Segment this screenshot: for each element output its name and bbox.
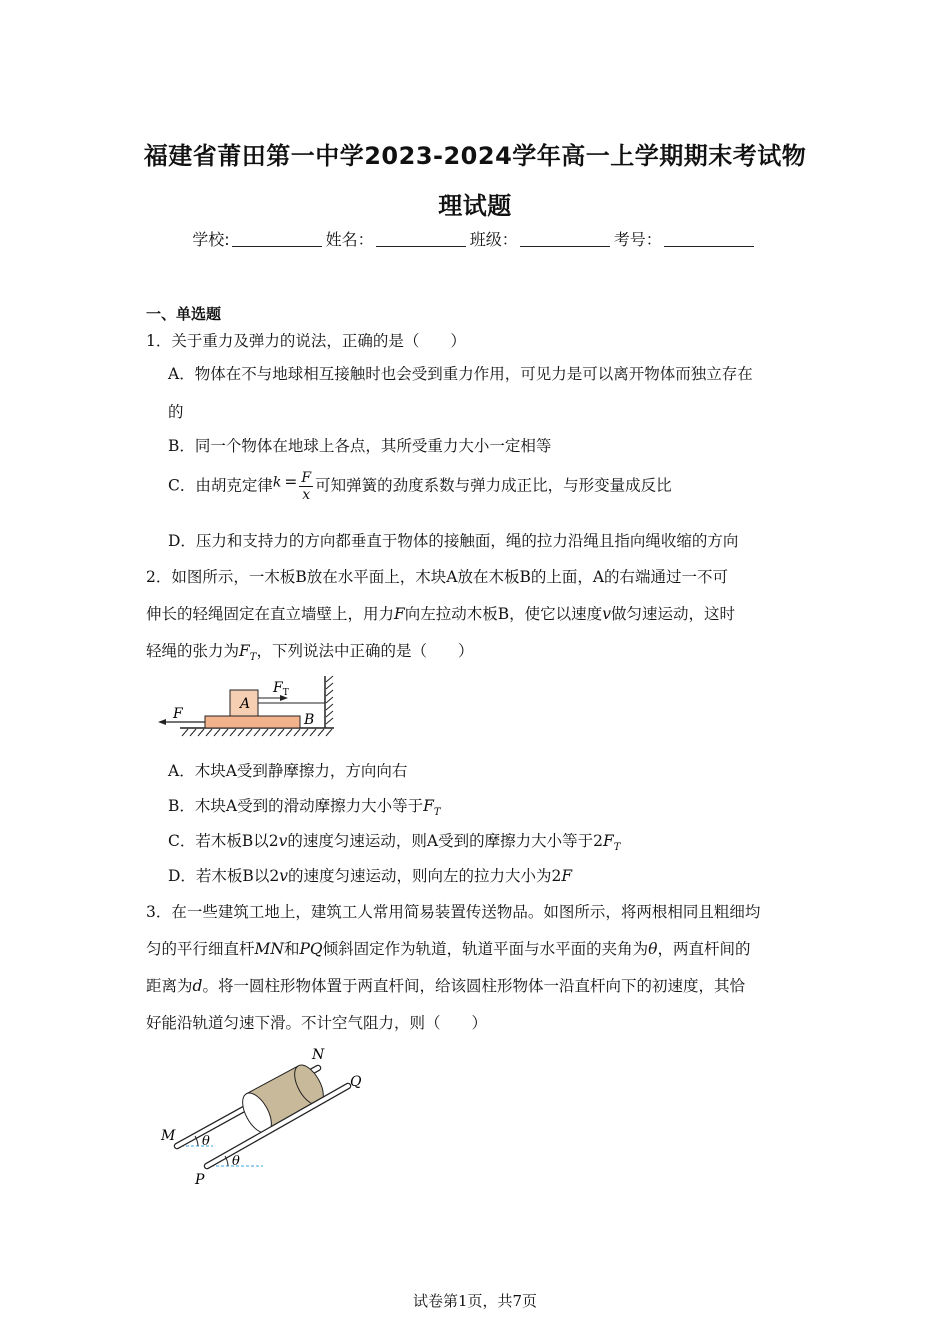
title-line-1: 福建省莆田第一中学2023-2024学年高一上学期期末考试物 bbox=[143, 142, 807, 170]
q1-option-a-cont: 的 bbox=[168, 403, 184, 421]
class-label: 班级： bbox=[469, 230, 518, 249]
q2-option-a: A．木块A受到静摩擦力，方向向右 bbox=[168, 762, 408, 780]
section-heading: 一、单选题 bbox=[146, 305, 222, 323]
q3-stem-1: 3．在一些建筑工地上，建筑工人常用简易装置传送物品。如图所示，将两根相同且粗细均 bbox=[146, 903, 761, 921]
school-blank[interactable] bbox=[232, 232, 322, 247]
q1-option-c: C．由胡克定律k = $\frac{F}{x}$ 可知弹簧的劲度系数与弹力成正比，与形变量成反比 bbox=[168, 470, 672, 503]
q3-figure bbox=[158, 1042, 378, 1188]
q2-option-b: B．木块A受到的滑动摩擦力大小等于$F_T$ bbox=[168, 797, 441, 819]
q3-stem-4: 好能沿轨道匀速下滑。不计空气阻力，则（ ） bbox=[146, 1014, 488, 1032]
number-blank[interactable] bbox=[664, 232, 754, 247]
number-label: 考号： bbox=[613, 230, 662, 249]
title-line-2: 理试题 bbox=[438, 192, 512, 220]
theta-1: θ bbox=[202, 1134, 210, 1149]
label-q: Q bbox=[350, 1074, 362, 1090]
label-p: P bbox=[195, 1172, 205, 1188]
label-b: B bbox=[304, 712, 315, 728]
q2-stem-2: 伸长的轻绳固定在直立墙壁上，用力F向左拉动木板B，使它以速度v做匀速运动，这时 bbox=[146, 605, 735, 623]
q1-option-a: A．物体在不与地球相互接触时也会受到重力作用，可见力是可以离开物体而独立存在 bbox=[168, 365, 753, 383]
class-blank[interactable] bbox=[520, 232, 610, 247]
student-info bbox=[0, 227, 950, 250]
q2-stem-1: 2．如图所示，一木板B放在水平面上，木块A放在木板B的上面，A的右端通过一不可 bbox=[146, 568, 729, 586]
name-label: 姓名： bbox=[325, 230, 374, 249]
theta-2: θ bbox=[232, 1154, 240, 1169]
q3-stem-2: 匀的平行细直杆MN和PQ倾斜固定作为轨道，轨道平面与水平面的夹角为θ，两直杆间的 bbox=[146, 940, 751, 958]
q1-stem: 1．关于重力及弹力的说法，正确的是（ ） bbox=[146, 332, 466, 350]
q1-option-b: B．同一个物体在地球上各点，其所受重力大小一定相等 bbox=[168, 437, 552, 455]
label-n: N bbox=[312, 1047, 325, 1063]
q2-stem-3: 轻绳的张力为$F_T$，下列说法中正确的是（ ） bbox=[146, 642, 474, 664]
label-f: F bbox=[173, 706, 183, 722]
name-blank[interactable] bbox=[376, 232, 466, 247]
q2-option-d: D．若木板B以2v的速度匀速运动，则向左的拉力大小为2F bbox=[168, 867, 573, 885]
q2-option-c: C．若木板B以2v的速度匀速运动，则A受到的摩擦力大小等于$2F_T$ bbox=[168, 832, 621, 854]
label-a: A bbox=[240, 696, 251, 712]
label-m: M bbox=[161, 1128, 176, 1144]
q1-option-d: D．压力和支持力的方向都垂直于物体的接触面，绳的拉力沿绳且指向绳收缩的方向 bbox=[168, 532, 739, 550]
label-ft: $F_T$ bbox=[273, 680, 289, 698]
hooke-fraction: $\frac{F}{x}$ bbox=[301, 470, 312, 503]
q3-stem-3: 距离为d。将一圆柱形物体置于两直杆间，给该圆柱形物体一沿直杆向下的初速度，其恰 bbox=[146, 977, 745, 995]
board-b bbox=[205, 716, 300, 728]
school-label: 学校: bbox=[192, 230, 230, 249]
page-footer: 试卷第1页，共7页 bbox=[412, 1292, 538, 1310]
q2-figure bbox=[150, 672, 350, 744]
